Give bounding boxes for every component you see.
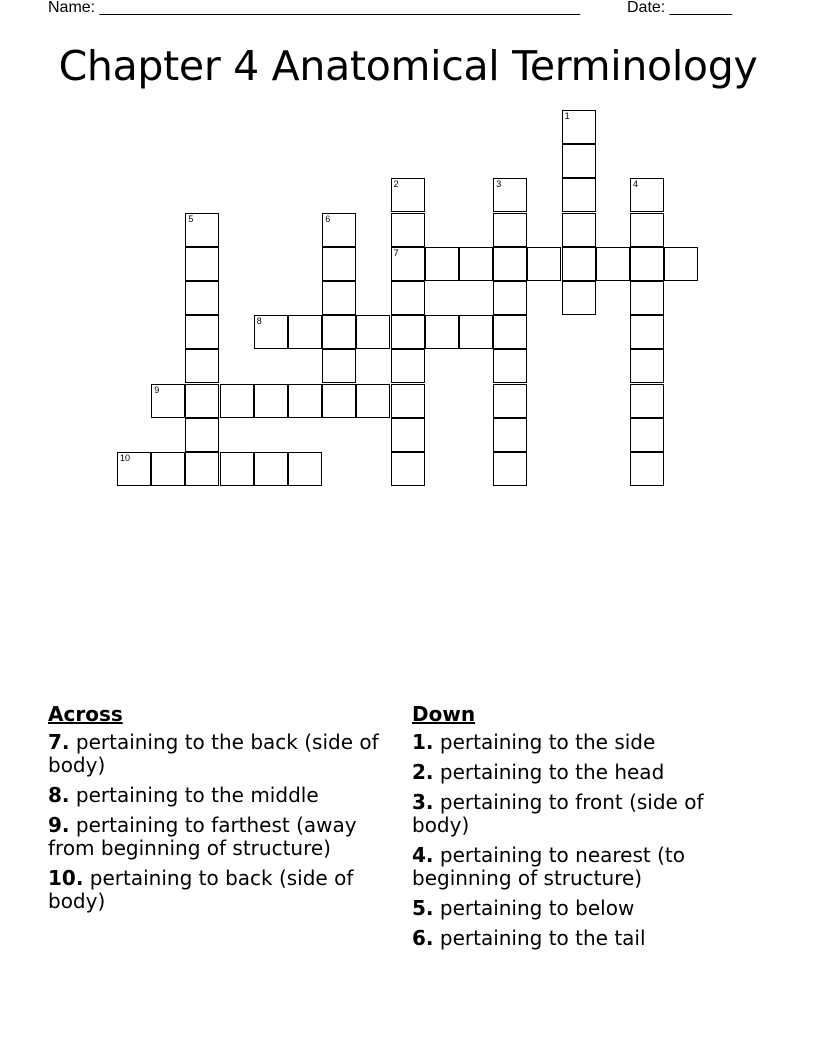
- grid-cell[interactable]: [220, 384, 254, 418]
- across-clue: [48, 784, 388, 807]
- clue-number: 8: [256, 316, 262, 327]
- clue-text: pertaining to the middle: [75, 783, 319, 807]
- grid-cell[interactable]: [493, 349, 527, 383]
- down-clues: [412, 703, 752, 957]
- clue-number: 10: [120, 453, 131, 463]
- grid-cell[interactable]: [288, 315, 322, 349]
- grid-cell[interactable]: [527, 247, 561, 281]
- grid-cell[interactable]: [493, 418, 527, 452]
- crossword-grid: [0, 0, 816, 500]
- grid-cell[interactable]: [254, 315, 288, 349]
- clue-number-label: 4.: [412, 843, 434, 867]
- clue-number-label: 5.: [412, 896, 434, 920]
- clue-number-label: 10.: [48, 866, 84, 890]
- grid-cell[interactable]: [630, 281, 664, 315]
- clue-number-label: 1.: [412, 730, 434, 754]
- grid-cell[interactable]: [356, 315, 390, 349]
- across-heading: Across: [48, 702, 123, 726]
- down-clue: [412, 844, 752, 890]
- grid-cell[interactable]: [391, 384, 425, 418]
- grid-cell[interactable]: [220, 452, 254, 486]
- name-field-line: Name: ______________________________________________________: [48, 0, 581, 16]
- grid-cell[interactable]: [493, 452, 527, 486]
- clue-number: 3: [496, 179, 502, 190]
- grid-cell[interactable]: [322, 213, 356, 247]
- grid-cell[interactable]: [391, 418, 425, 452]
- clue-text: pertaining to the side: [439, 730, 656, 754]
- grid-cell[interactable]: [391, 178, 425, 212]
- grid-cell[interactable]: [117, 452, 151, 486]
- across-clue: [48, 814, 388, 860]
- clue-number: 2: [393, 179, 399, 190]
- across-clue: [48, 731, 388, 777]
- grid-cell[interactable]: [151, 452, 185, 486]
- grid-cell[interactable]: [322, 315, 356, 349]
- grid-cell[interactable]: [185, 418, 219, 452]
- clue-number-label: 9.: [48, 813, 70, 837]
- across-clues: [48, 703, 388, 920]
- clue-number-label: 2.: [412, 760, 434, 784]
- grid-cell[interactable]: [562, 247, 596, 281]
- grid-cell[interactable]: [630, 213, 664, 247]
- grid-cell[interactable]: [425, 315, 459, 349]
- down-clue: [412, 927, 752, 950]
- down-clue: [412, 731, 752, 754]
- grid-cell[interactable]: [562, 144, 596, 178]
- grid-cell[interactable]: [459, 315, 493, 349]
- grid-cell[interactable]: [322, 384, 356, 418]
- clue-text: pertaining to the head: [439, 760, 665, 784]
- clue-text: pertaining to nearest (to beginning of structure): [412, 843, 685, 890]
- clue-text: pertaining to below: [439, 896, 635, 920]
- grid-cell[interactable]: [185, 384, 219, 418]
- clue-text: pertaining to the back (side of body): [48, 730, 379, 777]
- grid-cell[interactable]: [630, 452, 664, 486]
- grid-cell[interactable]: [493, 281, 527, 315]
- grid-cell[interactable]: [151, 384, 185, 418]
- date-field-line: Date: _______: [627, 0, 732, 16]
- clue-text: pertaining to farthest (away from beginning of structure): [48, 813, 357, 860]
- grid-cell[interactable]: [562, 213, 596, 247]
- clue-text: pertaining to the tail: [439, 926, 646, 950]
- grid-cell[interactable]: [185, 452, 219, 486]
- grid-cell[interactable]: [493, 247, 527, 281]
- grid-cell[interactable]: [391, 315, 425, 349]
- grid-cell[interactable]: [493, 213, 527, 247]
- grid-cell[interactable]: [562, 110, 596, 144]
- grid-cell[interactable]: [630, 349, 664, 383]
- grid-cell[interactable]: [391, 213, 425, 247]
- grid-cell[interactable]: [630, 178, 664, 212]
- clue-number: 9: [154, 384, 160, 395]
- down-clue: [412, 897, 752, 920]
- down-clue: [412, 761, 752, 784]
- grid-cell[interactable]: [288, 384, 322, 418]
- grid-cell[interactable]: [185, 315, 219, 349]
- grid-cell[interactable]: [254, 384, 288, 418]
- grid-cell[interactable]: [185, 349, 219, 383]
- grid-cell[interactable]: [493, 178, 527, 212]
- clue-text: pertaining to back (side of body): [48, 866, 354, 913]
- grid-cell[interactable]: [288, 452, 322, 486]
- grid-cell[interactable]: [493, 384, 527, 418]
- grid-cell[interactable]: [391, 452, 425, 486]
- page-title: Chapter 4 Anatomical Terminology: [58, 42, 758, 90]
- clue-number-label: 6.: [412, 926, 434, 950]
- grid-cell[interactable]: [664, 247, 698, 281]
- across-clue: [48, 867, 388, 913]
- grid-cell[interactable]: [562, 178, 596, 212]
- down-heading: Down: [412, 702, 476, 726]
- down-clue: [412, 791, 752, 837]
- grid-cell[interactable]: [493, 315, 527, 349]
- grid-cell[interactable]: [185, 213, 219, 247]
- grid-cell[interactable]: [596, 247, 630, 281]
- grid-cell[interactable]: [391, 247, 425, 281]
- grid-cell[interactable]: [391, 349, 425, 383]
- grid-cell[interactable]: [459, 247, 493, 281]
- grid-cell[interactable]: [322, 247, 356, 281]
- clue-text: pertaining to front (side of body): [412, 790, 704, 837]
- grid-cell[interactable]: [254, 452, 288, 486]
- grid-cell[interactable]: [630, 247, 664, 281]
- grid-cell[interactable]: [391, 281, 425, 315]
- clue-number: 4: [633, 179, 639, 190]
- clue-number: 6: [325, 213, 331, 224]
- clue-number-label: 3.: [412, 790, 434, 814]
- clue-number: 5: [188, 213, 194, 224]
- grid-cell[interactable]: [356, 384, 390, 418]
- clue-number: 1: [564, 111, 570, 121]
- grid-cell[interactable]: [425, 247, 459, 281]
- grid-cell[interactable]: [322, 281, 356, 315]
- grid-cell[interactable]: [630, 384, 664, 418]
- clue-number-label: 7.: [48, 730, 70, 754]
- grid-cell[interactable]: [630, 418, 664, 452]
- grid-cell[interactable]: [185, 281, 219, 315]
- grid-cell[interactable]: [562, 281, 596, 315]
- grid-cell[interactable]: [630, 315, 664, 349]
- grid-cell[interactable]: [322, 349, 356, 383]
- clue-number: 7: [393, 247, 399, 258]
- grid-cell[interactable]: [185, 247, 219, 281]
- clue-number-label: 8.: [48, 783, 70, 807]
